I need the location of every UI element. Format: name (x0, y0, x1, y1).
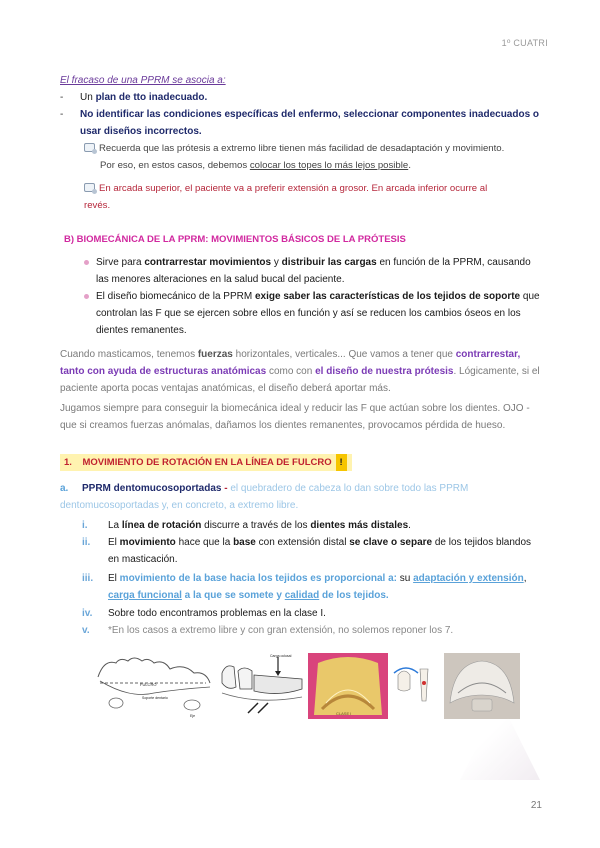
page-number: 21 (530, 800, 542, 811)
denture-photo (444, 653, 520, 719)
note-icon (84, 183, 95, 192)
section-b-heading: B) BIOMECÁNICA DE LA PPRM: MOVIMIENTOS BÁSICOS DE LA PRÓTESIS (64, 234, 406, 245)
clase-i-photo (308, 653, 388, 719)
clase-label: CLASE I (336, 711, 352, 716)
intro-heading: El fracaso de una PPRM se asocia a: (60, 75, 226, 86)
roman-item-3: iii. El movimiento de la base hacia los tejidos es proporcional a: su adaptación y extensión, carga funcional a la que se somete y calidad de los tejidos. (82, 573, 527, 601)
section-1-heading: 1. MOVIMIENTO DE ROTACIÓN EN LA LÍNEA DE FULCRO ! (60, 454, 352, 471)
roman-item-5: v. *En los casos a extremo libre y con gran extensión, no solemos reponer los 7. (82, 625, 454, 636)
section-b-bullet-2: El diseño biomecánico de la PPRM exige saber las características de los tejidos de soporte que controlan las F que se ejercen sobre ellos en función y así se reducen los cambios óseos en los dientes remanentes. (84, 288, 546, 339)
note-2: En arcada superior, el paciente va a preferir extensión a grosor. En arcada inferior ocurre al revés. (84, 183, 488, 211)
body-paragraph-2: Jugamos siempre para conseguir la biomecánica ideal y reducir las F que actúan sobre los dientes. OJO - que si creamos fuerzas anómalas, dañamos los dientes remanentes, provocamos pérdida de hueso. (60, 403, 530, 431)
roman-item-1: i. La línea de rotación discurre a través de los dientes más distales. (82, 520, 411, 531)
roman-item-2: ii. El movimiento hace que la base con extensión distal se clave o separe de los tejidos blandos en masticación. (82, 537, 532, 565)
soporte-label: Soporte dentario (142, 696, 168, 700)
tooth-clasp-photo (390, 653, 440, 719)
note-icon (84, 143, 95, 152)
body-paragraph-1: Cuando masticamos, tenemos fuerzas horizontales, verticales... Que vamos a tener que contrarrestar, tanto con ayuda de estructuras anatómicas como con el diseño de nuestra prótesis. Lógicamente, si el paciente aporta pocas ventajas anatómicas, el diseño deberá aportar más. (60, 349, 540, 394)
failure-item-2: - No identificar las condiciones específicas del enfermo, seleccionar componentes inadecuados o usar diseños incorrectos. (60, 109, 540, 137)
carga-label: Carga oclusal (270, 654, 292, 658)
failure-item-1: - Un plan de tto inadecuado. (60, 92, 208, 103)
eje-label: Eje (190, 714, 196, 718)
course-header: 1º CUATRI (501, 38, 548, 48)
fulcrum-diagram (90, 653, 216, 719)
sub-a-item: a. PPRM dentomucosoportadas - el quebradero de cabeza lo dan sobre todo las PPRM dentomucosoportadas y, en concreto, a extremo libre. (60, 483, 469, 511)
section-b-bullet-1: Sirve para contrarrestar movimientos y distribuir las cargas en función de la PPRM, causando las menores alteraciones en la salud bucal del paciente. (84, 254, 546, 288)
load-diagram (218, 653, 306, 719)
fulcrum-label: FULCRO (140, 682, 157, 687)
warning-icon: ! (336, 454, 347, 471)
note-1: Recuerda que las prótesis a extremo libre tienen más facilidad de desadaptación y movimiento. Por eso, en estos casos, debemos colocar los topes lo más lejos posible. (84, 140, 546, 174)
roman-item-4: iv. Sobre todo encontramos problemas en la clase I. (82, 608, 326, 619)
